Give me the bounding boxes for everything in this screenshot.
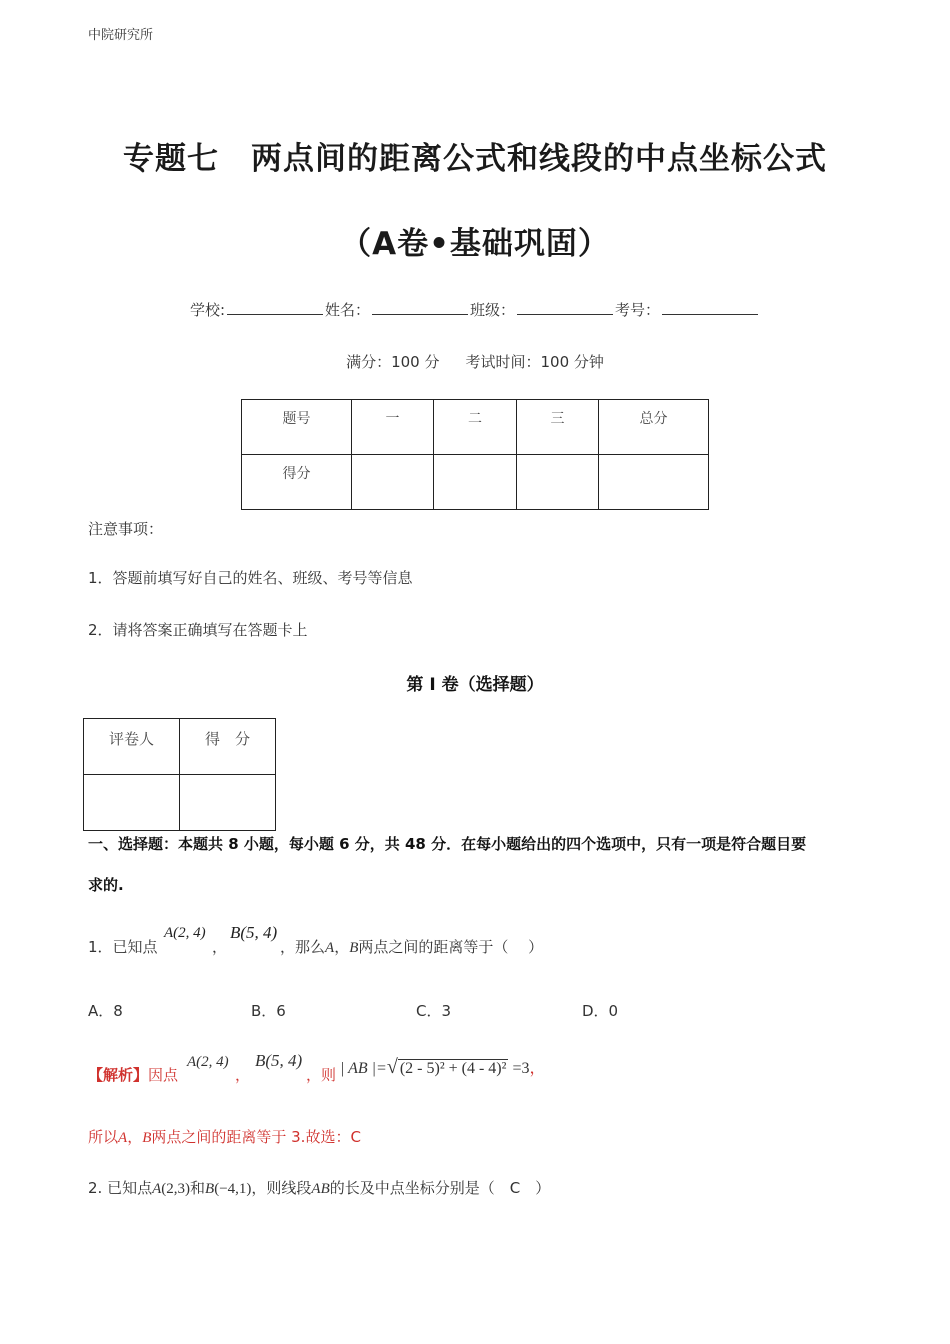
q2-var-a: A <box>152 1181 162 1197</box>
q1-suffix-b: 两点之间的距离等于（ ） <box>358 938 544 956</box>
notes-item: 1．答题前填写好自己的姓名、班级、考号等信息 <box>88 569 413 587</box>
q2-and: 和 <box>190 1179 206 1197</box>
sqrt-icon: √ <box>386 1056 398 1078</box>
q1-option-d[interactable]: D．0 <box>582 1002 619 1020</box>
score-table-header-row <box>242 400 709 455</box>
class-blank[interactable] <box>517 300 613 315</box>
notes-heading: 注意事项： <box>88 520 164 538</box>
school-label: 学校: <box>189 301 225 319</box>
solution-intro <box>88 1064 178 1085</box>
solution-point-b: B(5, 4) <box>255 1051 303 1070</box>
name-blank[interactable] <box>372 300 468 315</box>
score-entry-cell[interactable] <box>434 455 517 510</box>
exam-no-label: 考号： <box>615 301 661 319</box>
score-entry-cell[interactable] <box>599 455 709 510</box>
formula-end: ， <box>529 1058 546 1077</box>
section-title: 第 I 卷（选择题） <box>406 675 544 695</box>
notes-item: 2．请将答案正确填写在答题卡上 <box>88 621 308 639</box>
q1-separator: ， <box>212 938 228 956</box>
q1-suffix-a: ，那么 <box>280 938 326 956</box>
exam-no-blank[interactable] <box>662 300 758 315</box>
grader-entry-cell[interactable] <box>84 775 180 831</box>
question-1-prefix: 1．已知点 <box>88 938 158 956</box>
score-table-cell: 总分 <box>599 400 709 455</box>
q1-option-b[interactable]: B．6 <box>251 1002 286 1020</box>
q2-a-coords: (2,3) <box>161 1181 191 1197</box>
conclusion-var-a: A <box>118 1130 128 1146</box>
header-org: 中院研究所 <box>88 28 154 43</box>
solution-text: 因点 <box>148 1066 179 1084</box>
school-blank[interactable] <box>227 300 323 315</box>
part1-instructions-cont: 求的. <box>88 876 124 894</box>
grader-table-cell: 评卷人 <box>84 719 180 775</box>
q1-option-a[interactable]: A．8 <box>88 1002 123 1020</box>
q2-b-coords: (−4,1) <box>214 1181 252 1197</box>
solution-tag: 【解析】 <box>88 1066 149 1084</box>
score-table <box>241 399 709 510</box>
conclusion-a: 所以 <box>88 1128 119 1146</box>
score-table-score-row <box>242 455 709 510</box>
q1-point-b: B(5, 4) <box>230 923 278 942</box>
solution-conclusion <box>88 1126 361 1147</box>
q2-var-b: B <box>205 1181 215 1197</box>
formula-lhs: | AB |= <box>340 1060 387 1077</box>
solution-point-a: A(2, 4) <box>187 1054 229 1070</box>
score-table-cell: 题号 <box>242 400 352 455</box>
page-subtitle: （A卷•基础巩固） <box>340 226 610 262</box>
exam-time: 考试时间：100 分钟 <box>465 353 604 371</box>
question-2 <box>88 1177 550 1198</box>
name-label: 姓名： <box>325 301 371 319</box>
solution-then: ，则 <box>306 1066 337 1084</box>
score-table-cell: 得分 <box>242 455 352 510</box>
grader-table-cell: 得 分 <box>180 719 276 775</box>
full-marks: 满分：100 分 <box>346 353 440 371</box>
q2-mid1: ，则线段 <box>251 1179 312 1197</box>
solution-formula <box>340 1055 545 1079</box>
question-1-stem <box>280 936 543 957</box>
q1-var-a: A <box>325 940 335 956</box>
score-table-cell: 二 <box>434 400 517 455</box>
page-title: 专题七 两点间的距离公式和线段的中点坐标公式 <box>123 141 827 177</box>
class-label: 班级： <box>470 301 516 319</box>
exam-info-line <box>0 351 950 372</box>
conclusion-var-b: B <box>142 1130 152 1146</box>
conclusion-comma: ， <box>127 1128 143 1146</box>
q2-var-ab: AB <box>311 1181 330 1197</box>
score-entry-cell[interactable] <box>517 455 599 510</box>
q2-mid2: 的长及中点坐标分别是（ C ） <box>329 1179 551 1197</box>
conclusion-b: 两点之间的距离等于 3.故选：C <box>151 1128 361 1146</box>
grader-entry-cell[interactable] <box>180 775 276 831</box>
solution-sep: ， <box>235 1066 251 1084</box>
grader-table <box>83 718 276 831</box>
part1-instructions: 一、选择题：本题共 8 小题，每小题 6 分，共 48 分．在每小题给出的四个选项中，只有一项是符合题目要 <box>88 835 807 853</box>
q1-option-c[interactable]: C．3 <box>416 1002 452 1020</box>
score-table-cell: 三 <box>517 400 599 455</box>
q2-prefix: 2. 已知点 <box>88 1179 153 1197</box>
q1-comma: ， <box>334 938 350 956</box>
score-table-cell: 一 <box>352 400 434 455</box>
q1-var-b: B <box>349 940 359 956</box>
score-entry-cell[interactable] <box>352 455 434 510</box>
formula-result: =3 <box>508 1060 530 1077</box>
student-info-line <box>0 299 950 320</box>
q1-point-a: A(2, 4) <box>164 925 206 941</box>
formula-radicand: (2 - 5)² + (4 - 4)² <box>399 1060 507 1077</box>
